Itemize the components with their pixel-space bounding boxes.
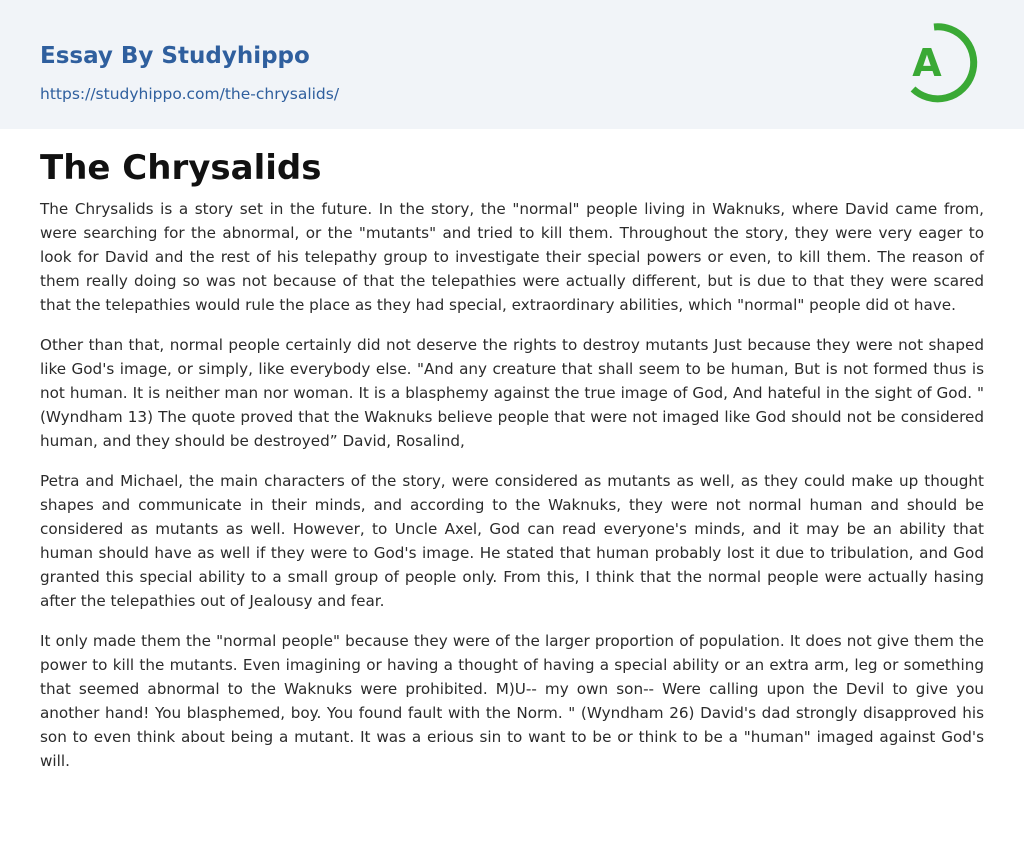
site-header <box>0 0 1024 129</box>
article-paragraph-2: Other than that, normal people certainly did not deserve the rights to destroy mutants Just because they were not shaped like God's image, or simply, like everybody else. "And any creature that shall seem to be human, But is not formed thus is not human. It is neither man nor woman. It is a blasphemy against the true image of God, And hateful in the sight of God. " (Wyndham 13) The quote proved that the Waknuks believe people that were not imaged like God should not be considered human, and they should be destroyed” David, Rosalind, <box>40 336 984 450</box>
circle-a-logo-icon[interactable] <box>900 20 984 104</box>
logo-letter: A <box>912 41 942 85</box>
article-paragraph-1: The Chrysalids is a story set in the future. In the story, the "normal" people living in Waknuks, where David came from, were searching for the abnormal, or the "mutants" and tried to kill them. Throughout the story, they were very eager to look for David and the rest of his telepathy group to investigate their special powers or even, to kill them. The reason of them really doing so was not because of that the telepathies were actually different, but is due to that they were scared that the telepathies would rule the place as they had special, extraordinary abilities, which "normal" people did ot have. <box>40 200 984 314</box>
source-url-link[interactable]: https://studyhippo.com/the-chrysalids/ <box>40 85 340 103</box>
article-paragraph-3: Petra and Michael, the main characters of the story, were considered as mutants as well, as they could make up thought shapes and communicate in their minds, and according to the Waknuks, they were not normal human and should be considered as mutants as well. However, to Uncle Axel, God can read everyone's minds, and it may be an ability that human should have as well if they were to God's image. He stated that human probably lost it due to tribulation, and God granted this special ability to a small group of people only. From this, I think that the normal people were actually hasing after the telepathies out of Jealousy and fear. <box>40 472 984 610</box>
brand-title: Essay By Studyhippo <box>40 43 310 69</box>
article-title: The Chrysalids <box>40 148 322 188</box>
article-paragraph-4: It only made them the "normal people" because they were of the larger proportion of population. It does not give them the power to kill the mutants. Even imagining or having a thought of having a special ability or an extra arm, leg or something that seemed abnormal to the Waknuks were prohibited. M)U-- my own son-- Were calling upon the Devil to give you another hand! You blasphemed, boy. You found fault with the Norm. " (Wyndham 26) David's dad strongly disapproved his son to even think about being a mutant. It was a erious sin to want to be or think to be a "human" imaged against God's will. <box>40 632 984 770</box>
article <box>0 149 1024 773</box>
